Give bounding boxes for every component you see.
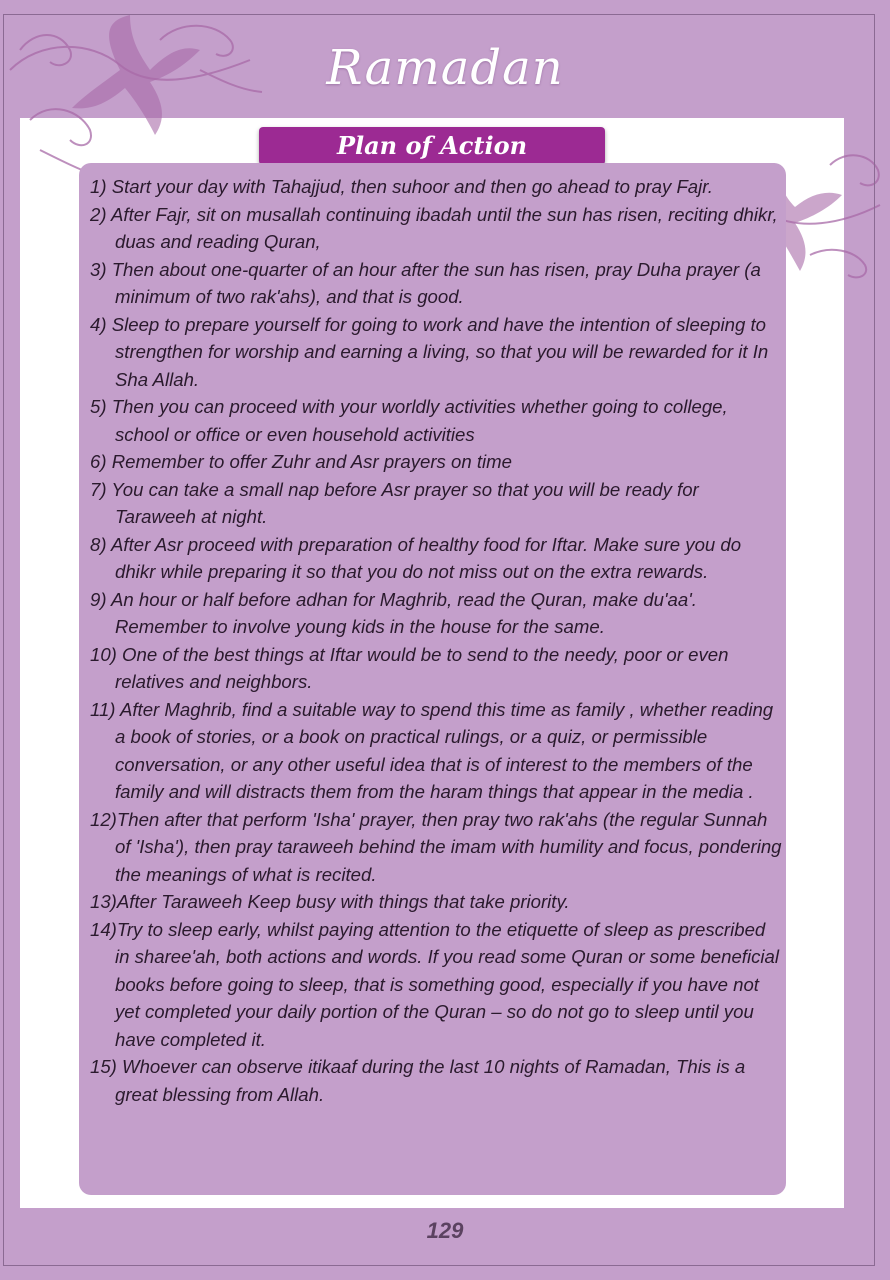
- section-banner: Plan of Action: [259, 127, 605, 165]
- step-item: 5) Then you can proceed with your worldly activities whether going to college, school or office or even household activities: [90, 396, 728, 445]
- step-item: 6) Remember to offer Zuhr and Asr prayers on time: [90, 451, 512, 472]
- step-item: 12)Then after that perform 'Isha' prayer, then pray two rak'ahs (the regular Sunnah of 'Isha'), then pray taraweeh behind the imam with humility and focus, pondering the meanings of what is recited.: [90, 808, 782, 885]
- step-item: 4) Sleep to prepare yourself for going to work and have the intention of sleeping to strengthen for worship and earning a living, so that you will be rewarded for it In Sha Allah.: [90, 313, 769, 390]
- step-item: 8) After Asr proceed with preparation of healthy food for Iftar. Make sure you do dhikr while preparing it so that you do not miss out on the extra rewards.: [90, 533, 742, 582]
- step-item: 2) After Fajr, sit on musallah continuing ibadah until the sun has risen, reciting dhikr, duas and reading Quran,: [90, 203, 778, 252]
- step-item: 1) Start your day with Tahajjud, then suhoor and then go ahead to pray Fajr.: [90, 176, 713, 197]
- step-item: 7) You can take a small nap before Asr prayer so that you will be ready for Taraweeh at night.: [90, 478, 699, 527]
- steps-list: [90, 173, 784, 1108]
- page-number: 129: [426, 1218, 464, 1243]
- step-item: 10) One of the best things at Iftar would be to send to the needy, poor or even relatives and neighbors.: [90, 643, 729, 692]
- step-item: 9) An hour or half before adhan for Maghrib, read the Quran, make du'aa'. Remember to involve young kids in the house for the same.: [90, 588, 697, 637]
- step-item: 15) Whoever can observe itikaaf during the last 10 nights of Ramadan, This is a great blessing from Allah.: [90, 1056, 746, 1105]
- step-item: 13)After Taraweeh Keep busy with things that take priority.: [90, 891, 570, 912]
- step-item: 11) After Maghrib, find a suitable way to spend this time as family , whether reading a book of stories, or a book on practical rulings, or a quiz, or permissible conversation, or any other useful idea that is of interest to the members of the family and will distracts them from the haram things that appear in the media .: [90, 698, 774, 802]
- step-item: 3) Then about one-quarter of an hour after the sun has risen, pray Duha prayer (a minimum of two rak'ahs), and that is good.: [90, 258, 761, 307]
- step-item: 14)Try to sleep early, whilst paying attention to the etiquette of sleep as prescribed in sharee'ah, both actions and words. If you read some Quran or some beneficial books before going to sleep, that is something good, especially if you have not yet completed your daily portion of the Quran – so do not go to sleep until you have completed it.: [90, 918, 780, 1050]
- page-title: Ramadan: [326, 40, 564, 96]
